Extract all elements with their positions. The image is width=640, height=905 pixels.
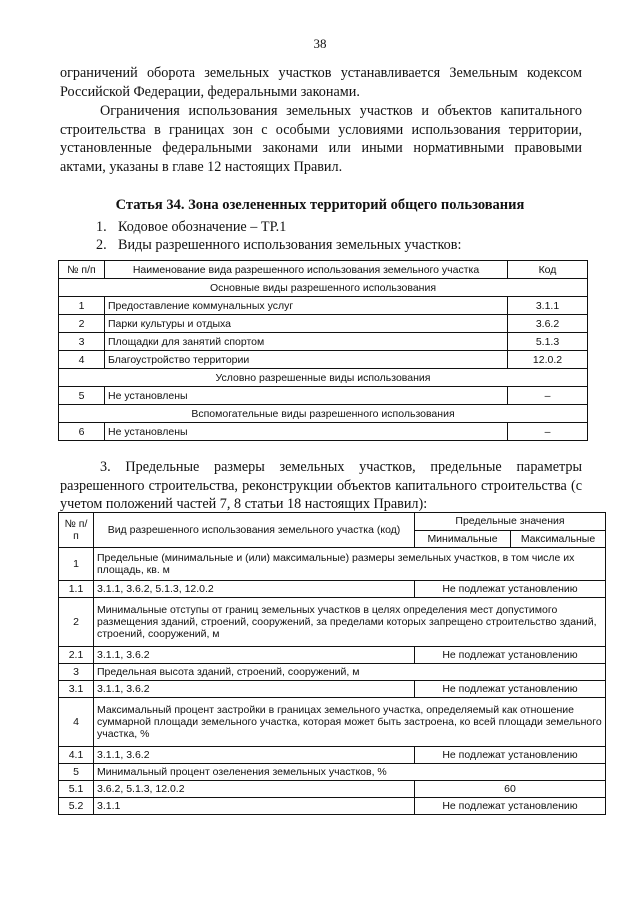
paragraph-2: Ограничения использования земельных участков и объектов капитального строительства в границах зон с особыми условиями использования территории, установленные федеральными законами или иными нормативными правовыми актами, указаны в главе 12 настоящих Правил.	[60, 103, 582, 175]
row-text: Предельные (минимальные и (или) максимальные) размеры земельных участков, в том числе их площадь, кв. м	[94, 548, 606, 581]
row-value: Не подлежат установлению	[415, 581, 606, 598]
header-num: № п/п	[59, 261, 105, 279]
table-row	[59, 798, 606, 815]
header-num: № п/п	[59, 513, 94, 548]
row-num: 2.1	[59, 647, 94, 664]
table-row	[59, 333, 588, 351]
row-num: 1	[59, 548, 94, 581]
paragraph-1: ограничений оборота земельных участков устанавливается Земельным кодексом Российской Федерации, федеральными законами.	[60, 65, 582, 100]
row-num: 5.1	[59, 781, 94, 798]
article-heading: Статья 34. Зона озелененных территорий общего пользования	[115, 197, 525, 213]
row-name: Парки культуры и отдыха	[105, 315, 508, 333]
table-row	[59, 315, 588, 333]
row-codes: 3.6.2, 5.1.3, 12.0.2	[94, 781, 415, 798]
row-value: Не подлежат установлению	[415, 798, 606, 815]
list-item-text: Кодовое обозначение – ТР.1	[118, 219, 287, 235]
row-name: Предоставление коммунальных услуг	[105, 297, 508, 315]
paragraph-3: 3. Предельные размеры земельных участков, предельные параметры разрешенного строительства, реконструкции объектов капитального строительства (с учетом положений частей 7, 8 статьи 18 настоящих Правил):	[60, 459, 582, 512]
section-row	[59, 405, 588, 423]
list-item	[96, 219, 286, 236]
row-code: –	[508, 387, 588, 405]
table-row	[59, 747, 606, 764]
list-item	[96, 237, 461, 254]
table-row	[59, 781, 606, 798]
row-code: 5.1.3	[508, 333, 588, 351]
row-codes: 3.1.1, 3.6.2	[94, 681, 415, 698]
row-num: 4.1	[59, 747, 94, 764]
table-row	[59, 698, 606, 747]
list-item-text: Виды разрешенного использования земельных участков:	[118, 237, 462, 253]
table-row	[59, 423, 588, 441]
table-row	[59, 681, 606, 698]
row-num: 5.2	[59, 798, 94, 815]
row-num: 4	[59, 351, 105, 369]
row-codes: 3.1.1	[94, 798, 415, 815]
table-row	[59, 647, 606, 664]
row-codes: 3.1.1, 3.6.2, 5.1.3, 12.0.2	[94, 581, 415, 598]
header-max: Максимальные	[511, 530, 606, 548]
row-text: Максимальный процент застройки в границах земельного участка, определяемый как отношение суммарной площади земельного участка, которая может быть застроена, ко всей площади земельного участка, %	[94, 698, 606, 747]
row-value: Не подлежат установлению	[415, 647, 606, 664]
row-text: Минимальные отступы от границ земельных участков в целях определения мест допустимого размещения зданий, строений, сооружений, за пределами которых запрещено строительство зданий, строений, сооружений, м	[94, 598, 606, 647]
table-row	[59, 581, 606, 598]
row-name: Площадки для занятий спортом	[105, 333, 508, 351]
row-code: –	[508, 423, 588, 441]
row-value: Не подлежат установлению	[415, 681, 606, 698]
row-code: 12.0.2	[508, 351, 588, 369]
row-name: Благоустройство территории	[105, 351, 508, 369]
section-main: Основные виды разрешенного использования	[59, 279, 588, 297]
section-conditional: Условно разрешенные виды использования	[59, 369, 588, 387]
table-row	[59, 664, 606, 681]
table-header-row	[59, 261, 588, 279]
section-row	[59, 369, 588, 387]
row-num: 3	[59, 333, 105, 351]
row-text: Минимальный процент озеленения земельных участков, %	[94, 764, 606, 781]
row-code: 3.1.1	[508, 297, 588, 315]
list-item-number: 1.	[96, 219, 107, 235]
row-name: Не установлены	[105, 423, 508, 441]
limits-table	[58, 512, 606, 815]
row-value: 60	[415, 781, 606, 798]
row-value: Не подлежат установлению	[415, 747, 606, 764]
header-limits: Предельные значения	[415, 513, 606, 531]
land-use-types-table	[58, 260, 588, 441]
row-text: Предельная высота зданий, строений, сооружений, м	[94, 664, 606, 681]
header-name: Наименование вида разрешенного использования земельного участка	[105, 261, 508, 279]
table-row	[59, 764, 606, 781]
section-row	[59, 279, 588, 297]
row-name: Не установлены	[105, 387, 508, 405]
row-num: 2	[59, 315, 105, 333]
row-num: 1	[59, 297, 105, 315]
table-row	[59, 548, 606, 581]
header-kind: Вид разрешенного использования земельного участка (код)	[94, 513, 415, 548]
row-num: 5	[59, 764, 94, 781]
table-row	[59, 387, 588, 405]
row-num: 6	[59, 423, 105, 441]
section-aux: Вспомогательные виды разрешенного использования	[59, 405, 588, 423]
row-num: 3.1	[59, 681, 94, 698]
row-codes: 3.1.1, 3.6.2	[94, 747, 415, 764]
header-min: Минимальные	[415, 530, 511, 548]
row-num: 5	[59, 387, 105, 405]
row-codes: 3.1.1, 3.6.2	[94, 647, 415, 664]
page-number: 38	[313, 36, 327, 51]
row-num: 3	[59, 664, 94, 681]
row-code: 3.6.2	[508, 315, 588, 333]
header-code: Код	[508, 261, 588, 279]
list-item-number: 2.	[96, 237, 107, 253]
row-num: 2	[59, 598, 94, 647]
row-num: 4	[59, 698, 94, 747]
row-num: 1.1	[59, 581, 94, 598]
table-row	[59, 297, 588, 315]
table-row	[59, 351, 588, 369]
table-row	[59, 598, 606, 647]
table-header-row	[59, 513, 606, 531]
